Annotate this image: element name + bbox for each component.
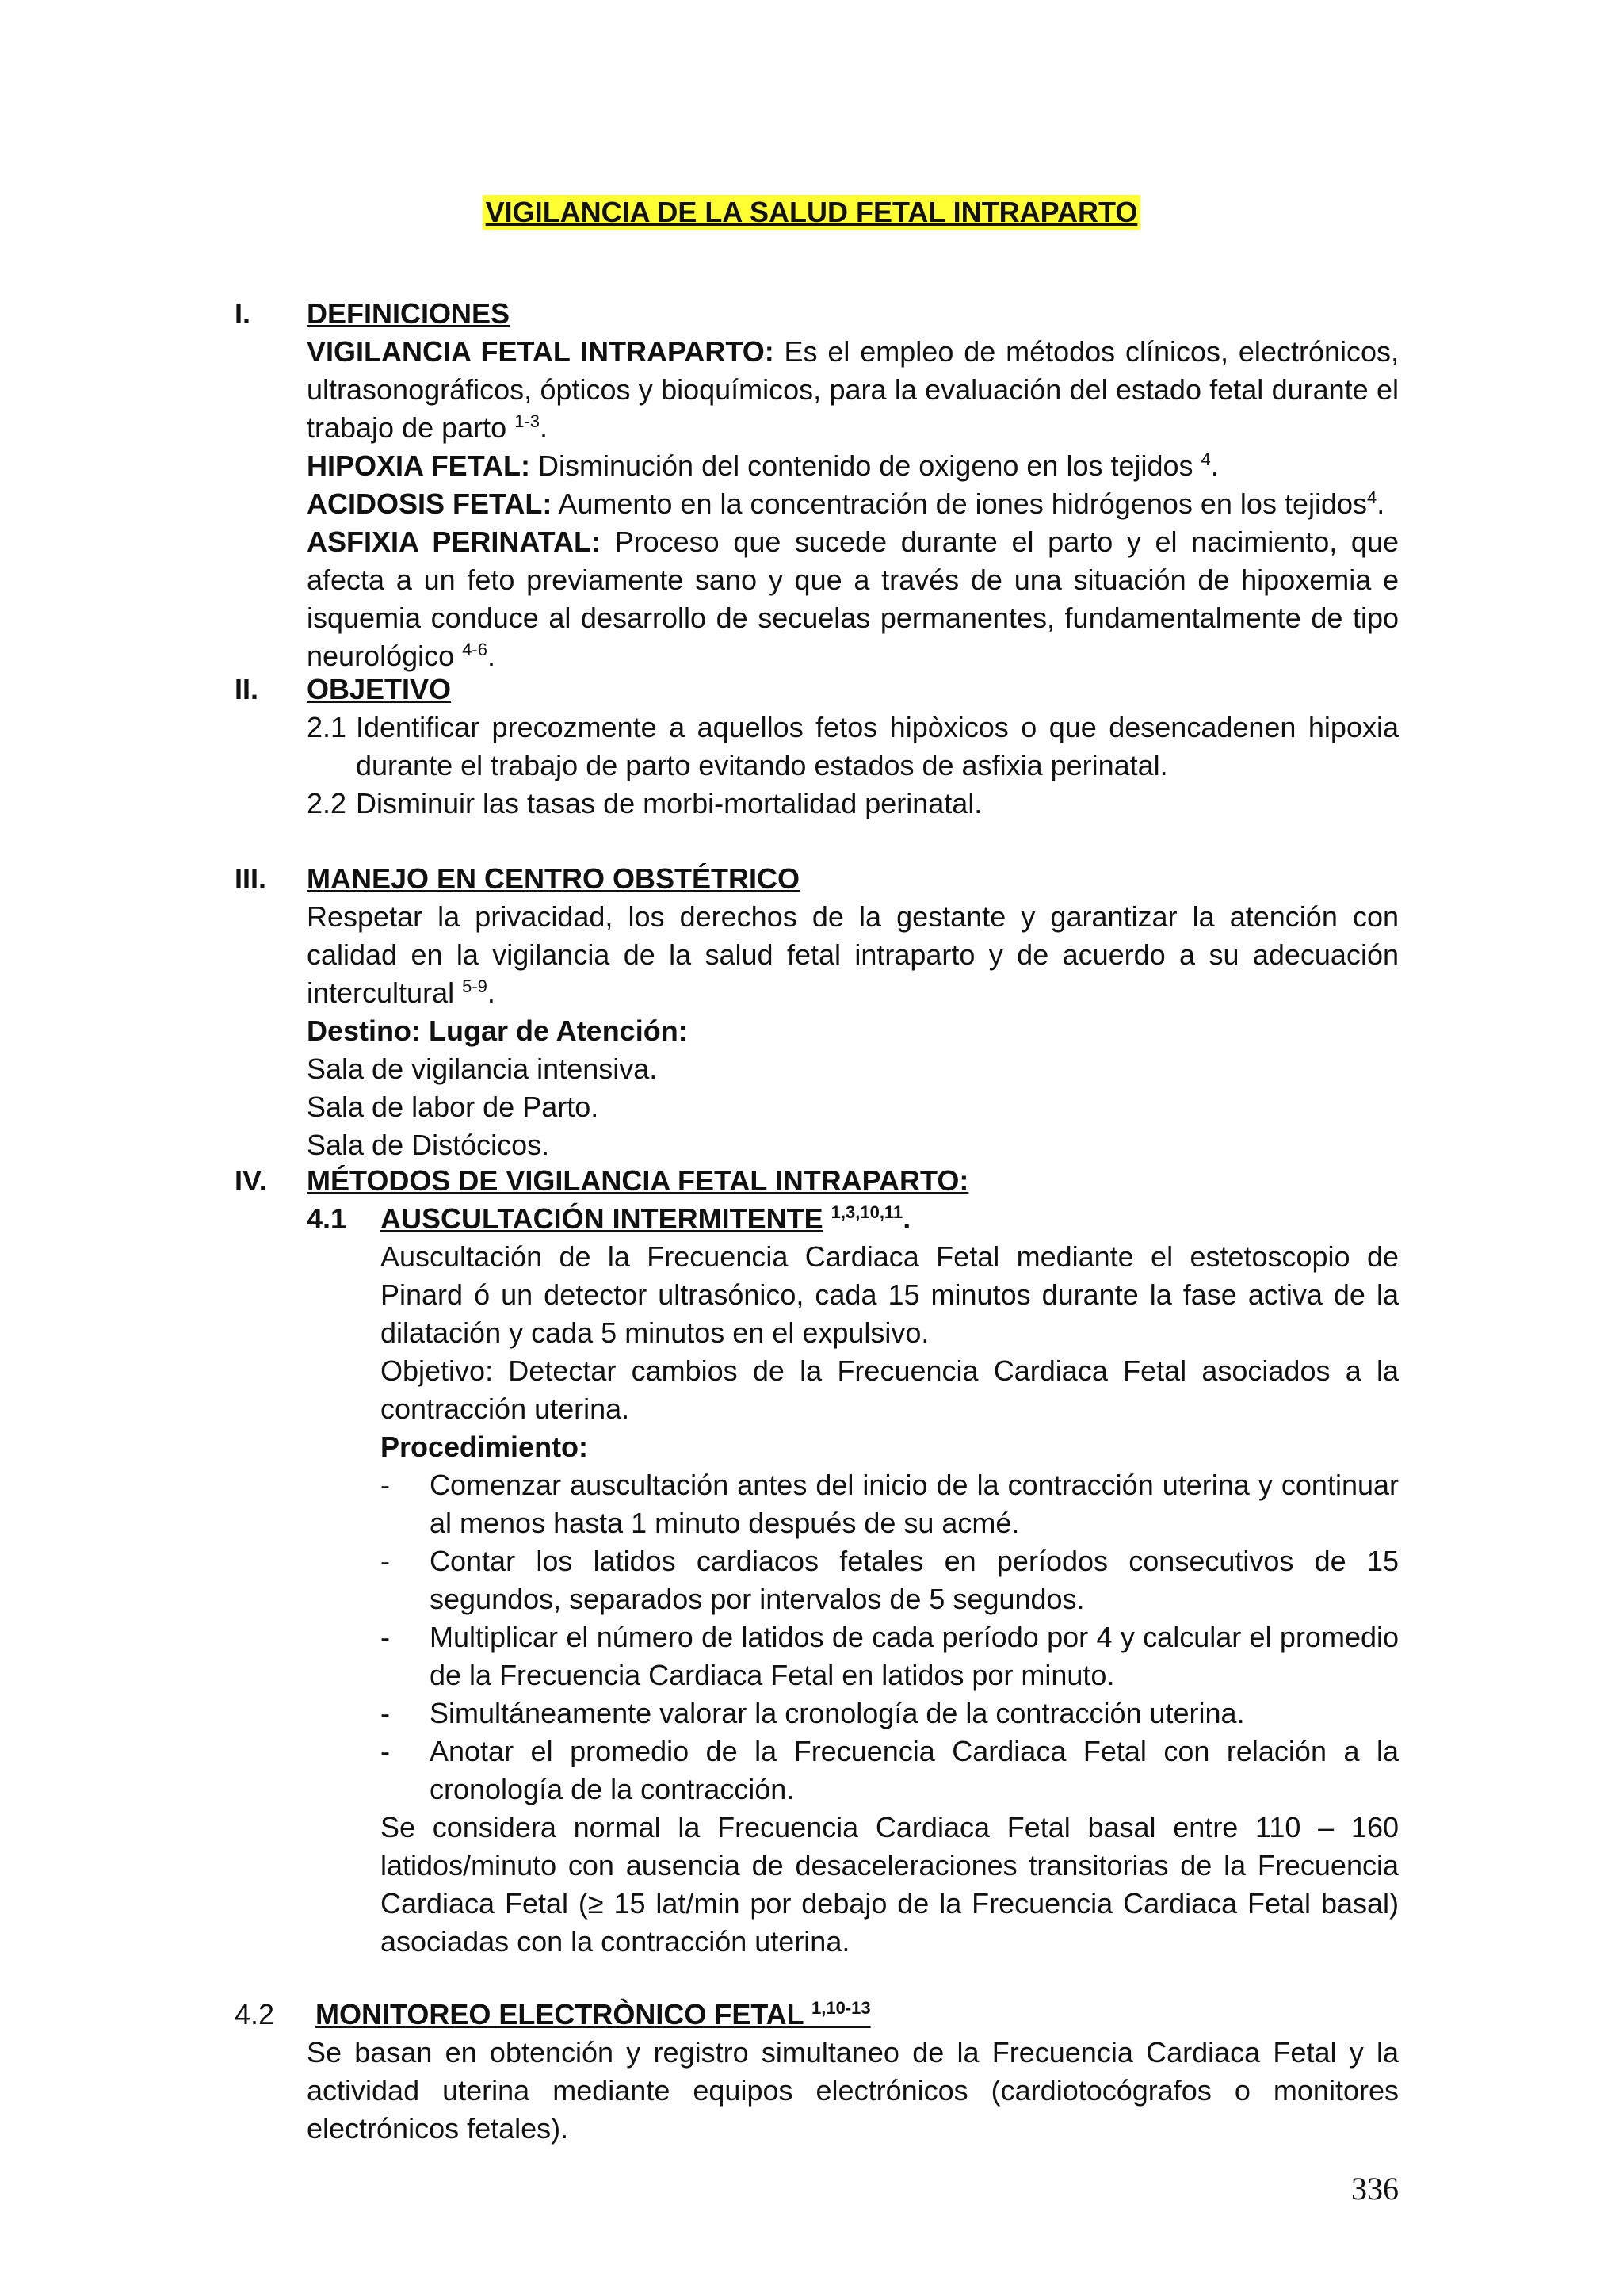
reference: 1,10-13 [812,1998,871,2018]
definition-term: ASFIXIA PERINATAL: [307,525,601,558]
procedure-step [380,1618,1399,1694]
reference: 1,3,10,11 [831,1202,903,1222]
procedure-step [380,1466,1399,1542]
dash-bullet: - [380,1621,390,1653]
lugar-item: Sala de vigilancia intensiva. [307,1052,658,1085]
subsection-title: AUSCULTACIÓN INTERMITENTE [380,1202,823,1235]
objective-number: 2.1 [307,711,347,743]
section-heading: DEFINICIONES [307,297,510,330]
monitoreo-text: Se basan en obtención y registro simultaneo de la Frecuencia Cardiaca Fetal y la actividad uterina mediante equipos electrónicos (cardiotocógrafos o monitores electrónicos fetales). [307,2036,1399,2145]
manejo-text: Respetar la privacidad, los derechos de la gestante y garantizar la atención con calidad en la vigilancia de la salud fetal intraparto y de acuerdo a su adecuación intercultural $^{5-9}$. [307,900,1399,1009]
section-heading: OBJETIVO [307,673,452,705]
subsection-heading [315,1996,871,2034]
definition-text: Proceso que sucede durante el parto y el nacimiento, que afecta a un feto previamente sano y que a través de una situación de hipoxemia e isquemia conduce al desarrollo de secuelas permanentes, fundamentalmente de tipo neurológico [307,525,1399,672]
section-body [307,670,1399,823]
procedure-step [380,1733,1399,1809]
auscultacion-intro: Auscultación de la Frecuencia Cardiaca Fetal mediante el estetoscopio de Pinard ó un detector ultrasónico, cada 15 minutos durante la fase activa de la dilatación y cada 5 minutos en el expulsivo. [380,1240,1399,1349]
step-text: Simultáneamente valorar la cronología de la contracción uterina. [430,1697,1245,1729]
section-heading: MÉTODOS DE VIGILANCIA FETAL INTRAPARTO: [307,1164,969,1197]
section-numeral: I. [235,297,251,330]
definition-vigilancia: VIGILANCIA FETAL INTRAPARTO: Es el empleo de métodos clínicos, electrónicos, ultrasonográficos, ópticos y bioquímicos, para la evaluación del estado fetal durante el trabajo de parto $^{1-3}$. [307,335,1400,444]
step-text: Multiplicar el número de latidos de cada período por 4 y calcular el promedio de la Frecuencia Cardiaca Fetal en latidos por minuto. [430,1621,1399,1691]
auscultacion-objetivo: Objetivo: Detectar cambios de la Frecuencia Cardiaca Fetal asociados a la contracción uterina. [380,1354,1399,1425]
manejo-paragraph: Respetar la privacidad, los derechos de la gestante y garantizar la atención con calidad en la vigilancia de la salud fetal intraparto y de acuerdo a su adecuación intercultural [307,900,1399,1009]
reference: 1-3 [514,411,540,431]
definition-hipoxia: HIPOXIA FETAL: Disminución del contenido de oxigeno en los tejidos $^4$. [307,449,1219,482]
definition-term: ACIDOSIS FETAL: [307,487,552,520]
section-heading: MANEJO EN CENTRO OBSTÉTRICO [307,862,800,895]
destino-label: Destino: Lugar de Atención: [307,1014,688,1047]
section-body [307,1162,1399,1961]
subsection-title: MONITOREO ELECTRÒNICO FETAL [315,1998,804,2030]
procedure-step [380,1542,1399,1618]
dash-bullet: - [380,1735,390,1767]
objective-text: Identificar precozmente a aquellos fetos hipòxicos o que desencadenen hipoxia durante el trabajo de parto evitando estados de asfixia perinatal. [356,711,1399,781]
reference: 4 [1367,487,1377,507]
title-wrap [0,193,1623,231]
objective-text: Disminuir las tasas de morbi-mortalidad perinatal. [356,787,983,819]
procedure-step [380,1694,1399,1733]
page-number: 336 [1351,2171,1399,2206]
section-body [307,860,1399,1164]
objective-number: 2.2 [307,787,347,819]
objective-item [307,709,1399,785]
definition-term: HIPOXIA FETAL: [307,449,530,482]
section-numeral: III. [235,862,267,895]
definition-text: Disminución del contenido de oxigeno en los tejidos [530,449,1201,482]
step-text: Contar los latidos cardiacos fetales en períodos consecutivos de 15 segundos, separados por intervalos de 5 segundos. [430,1545,1399,1615]
lugar-item: Sala de labor de Parto. [307,1091,599,1123]
subsection-number: 4.1 [307,1202,347,1235]
reference: 5-9 [462,976,487,996]
document-title: VIGILANCIA DE LA SALUD FETAL INTRAPARTO [483,195,1141,230]
dash-bullet: - [380,1469,390,1501]
definition-term: VIGILANCIA FETAL INTRAPARTO: [307,335,774,368]
subsection-heading: 4.1 AUSCULTACIÓN INTERMITENTE $^{1,3,10,11}$. [307,1200,1399,1238]
procedimiento-label: Procedimiento: [380,1431,589,1463]
subsection-body [380,1238,1399,1961]
step-text: Anotar el promedio de la Frecuencia Cardiaca Fetal con relación a la cronología de la contracción. [430,1735,1399,1805]
section-numeral: II. [235,673,259,705]
objective-item [307,785,1399,823]
reference: 4-6 [462,640,487,659]
dash-bullet: - [380,1697,390,1729]
definition-asfixia: ASFIXIA PERINATAL: Proceso que sucede durante el parto y el nacimiento, que afecta a un feto previamente sano y que a través de una situación de hipoxemia e isquemia conduce al desarrollo de secuelas permanentes, fundamentalmente de tipo neurológico $^{4-6}$. [307,525,1399,672]
step-text: Comenzar auscultación antes del inicio de la contracción uterina y continuar al menos hasta 1 minuto después de su acmé. [430,1469,1399,1539]
subsection-number: 4.2 [235,1998,275,2030]
reference: 4 [1201,449,1211,469]
definition-acidosis: ACIDOSIS FETAL: Aumento en la concentración de iones hidrógenos en los tejidos$^4$. [307,487,1385,520]
section-body [307,295,1399,675]
lugar-item: Sala de Distócicos. [307,1129,550,1161]
definition-text: Aumento en la concentración de iones hidrógenos en los tejidos [552,487,1368,520]
auscultacion-conclusion: Se considera normal la Frecuencia Cardiaca Fetal basal entre 110 – 160 latidos/minuto con ausencia de desaceleraciones transitorias de la Frecuencia Cardiaca Fetal (≥ 15 lat/min por debajo de la Frecuencia Cardiaca Fetal basal) asociadas con la contracción uterina. [380,1811,1399,1958]
section-numeral: IV. [235,1164,267,1197]
definition-text: Es el empleo de métodos clínicos, electrónicos, ultrasonográficos, ópticos y bioquímicos, para la evaluación del estado fetal durante el trabajo de parto [307,335,1400,444]
dash-bullet: - [380,1545,390,1577]
